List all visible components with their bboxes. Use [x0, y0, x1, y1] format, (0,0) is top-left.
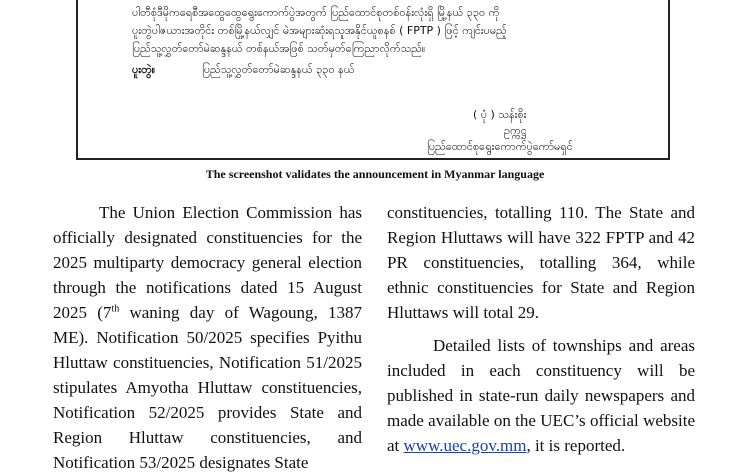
announcement-line-2: ပူးတွဲပါဇယားအတိုင်း တစ်မြို့နယ်လျှင် မဲအများဆုံးရသူအနိုင်ယူစနစ် ( FPTP ) ဖြင့် ကျင်းပမည့် [132, 24, 507, 37]
ordinal-superscript: th [111, 303, 120, 315]
article-paragraph-2 [387, 333, 695, 458]
article-paragraph-1 [53, 200, 362, 475]
article-paragraph-continued: constituencies, totalling 110. The State and Region Hluttaws will have 322 FPTP and 42 PR constituencies, totalling 364, while ethnic constituencies for State and Region Hluttaws will total 29. [387, 203, 695, 322]
signature-title: ဥက္ကဋ္ဌ [504, 124, 527, 137]
paragraph-text: Detailed lists of townships and areas included in each constituency will be published in state-run daily newspapers and made available on the UEC’s official website at [387, 336, 695, 455]
attachment-label: ပူးတွဲ။ [132, 63, 156, 76]
article-right-column [387, 200, 695, 458]
signature-name: ( ပုံ ) သန်းစိုး [473, 108, 527, 121]
attachment-text: ပြည်သူ့လွှတ်တော်မဲဆန္ဒနယ် ၃၃၀ နယ် [202, 63, 355, 76]
paragraph-text-continued: waning day of Wagoung, 1387 ME). Notification 50/2025 specifies Pyithu Hluttaw constituencies, Notification 51/2025 stipulates Amyotha Hluttaw constituencies, Notification 52/2025 provides State and Region Hluttaw constituencies, and Notification 53/2025 designates State [53, 303, 362, 472]
signature-organization: ပြည်ထောင်စုရွေးကောက်ပွဲကော်မရှင် [427, 140, 573, 153]
announcement-line-3: ပြည်သူ့လွှတ်တော်မဲဆန္ဒနယ် တစ်နယ်အဖြစ် သတ်မှတ်ကြေညာလိုက်သည်။ [132, 42, 426, 55]
paragraph-text: The Union Election Commission has officially designated constituencies for the 2025 multiparty democracy general election through the notifications dated 15 August 2025 (7 [53, 203, 362, 322]
figure-caption: The screenshot validates the announcement in Myanmar language [205, 167, 545, 181]
announcement-line-1: ပါတီစုံဒီမိုကရေစီအထွေထွေရွေးကောက်ပွဲအတွက် ပြည်ထောင်စုတစ်ဝန်းလုံးရှိ မြို့နယ် ၃၃၀ ကို [132, 6, 500, 19]
article-left-column [53, 200, 362, 475]
uec-website-link[interactable]: www.uec.gov.mm [403, 436, 527, 455]
paragraph-text-end: , it is reported. [526, 436, 626, 455]
announcement-screenshot-frame [76, 0, 670, 160]
